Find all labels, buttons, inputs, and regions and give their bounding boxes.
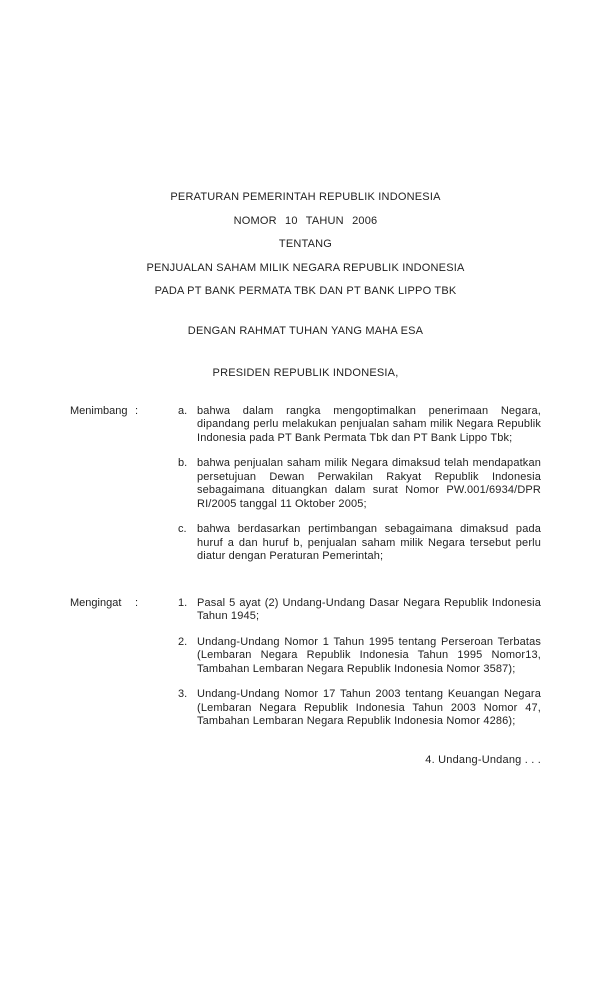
title-line-3: TENTANG xyxy=(278,238,333,250)
title-line-4: PENJUALAN SAHAM MILIK NEGARA REPUBLIK INDONESIA xyxy=(146,261,465,274)
item-text: bahwa penjualan saham milik Negara dimaksud telah mendapatkan persetujuan Dewan Perwakilan Rakyat Republik Indonesia sebagaimana dituangkan dalam surat Nomor PW.001/6934/DPR RI/2005 tanggal 11 Oktober 2005; xyxy=(197,457,541,510)
list-item xyxy=(178,688,541,729)
list-item xyxy=(178,457,541,511)
president-line: PRESIDEN REPUBLIK INDONESIA, xyxy=(212,367,399,379)
page-catchword: 4. Undang-Undang . . . xyxy=(425,753,541,766)
section-menimbang xyxy=(70,405,541,564)
motto-line: DENGAN RAHMAT TUHAN YANG MAHA ESA xyxy=(187,324,424,337)
item-marker: b. xyxy=(178,457,188,469)
section-label: Menimbang xyxy=(70,404,128,417)
title-line-5: PADA PT BANK PERMATA TBK DAN PT BANK LIPPO TBK xyxy=(154,285,457,297)
item-marker: a. xyxy=(178,404,188,417)
list-item xyxy=(178,523,541,564)
title-line-1: PERATURAN PEMERINTAH REPUBLIK INDONESIA xyxy=(170,191,441,203)
item-marker: 1. xyxy=(178,596,188,609)
item-text: bahwa dalam rangka mengoptimalkan penerimaan Negara, dipandang perlu melakukan penjualan saham milik Negara Republik Indonesia pada PT Bank Permata Tbk dan PT Bank Lippo Tbk; xyxy=(197,404,541,444)
section-separator: : xyxy=(135,404,139,417)
item-text: bahwa berdasarkan pertimbangan sebagaimana dimaksud pada huruf a dan huruf b, penjualan saham milik Negara tersebut perlu diatur dengan Peraturan Pemerintah; xyxy=(197,523,541,562)
item-text: Pasal 5 ayat (2) Undang-Undang Dasar Negara Republik Indonesia Tahun 1945; xyxy=(197,596,541,622)
title-line-2: NOMOR 10 TAHUN 2006 xyxy=(233,214,378,227)
section-items xyxy=(178,405,541,564)
item-text: Undang-Undang Nomor 1 Tahun 1995 tentang Perseroan Terbatas (Lembaran Negara Republik Indonesia Tahun 1995 Nomor13, Tambahan Lembaran Negara Republik Indonesia Nomor 3587); xyxy=(197,635,541,675)
list-item xyxy=(178,405,541,446)
document-title xyxy=(70,186,541,304)
section-separator: : xyxy=(135,596,139,609)
list-item xyxy=(178,636,541,677)
item-marker: 3. xyxy=(178,688,188,700)
section-label: Mengingat xyxy=(70,596,122,609)
section-items xyxy=(178,597,541,729)
item-text: Undang-Undang Nomor 17 Tahun 2003 tentang Keuangan Negara (Lembaran Negara Republik Indonesia Tahun 2003 Nomor 47, Tambahan Lembaran Negara Republik Indonesia Nomor 4286); xyxy=(197,688,541,727)
item-marker: c. xyxy=(178,523,187,535)
section-mengingat xyxy=(70,597,541,729)
item-marker: 2. xyxy=(178,635,188,648)
list-item xyxy=(178,597,541,624)
